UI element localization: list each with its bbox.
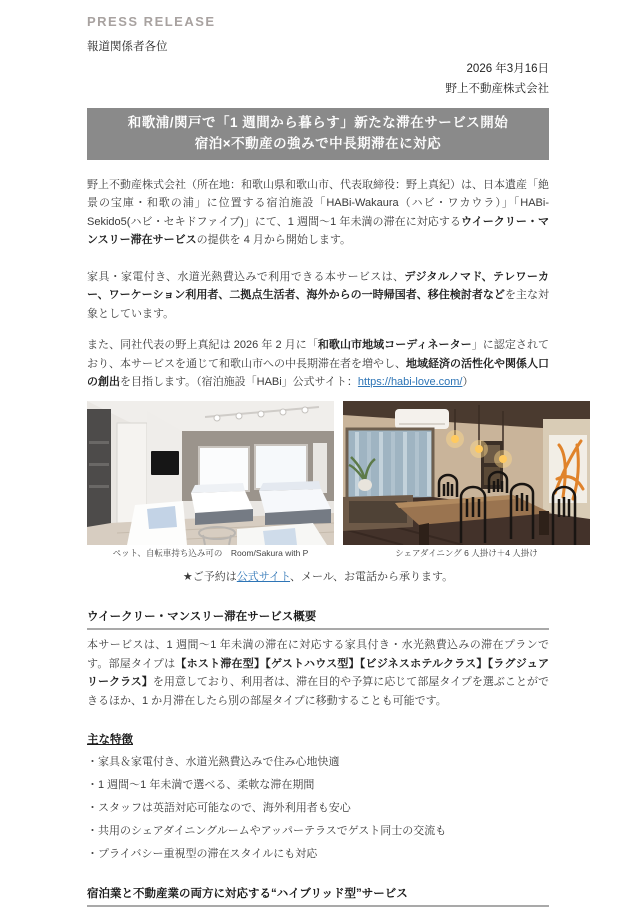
p3-text: また、同社代表の野上真紀は 2026 年 2 月に「 [87, 339, 318, 352]
lead-paragraph-1 [87, 176, 549, 250]
dining-photo-figure [343, 401, 590, 559]
dining-photo-illustration [343, 401, 590, 545]
bedroom-photo-illustration [87, 401, 334, 545]
bedroom-photo [87, 401, 334, 545]
overview-text-end: を用意しており、利用者は、滞在目的や予算に応じて部屋タイプを選ぶことができるほか、1 か月滞在したら別の部屋タイプに移動することも可能です。 [87, 676, 550, 707]
p2-bold-target-users: デジタルノマド、テレワーカー、ワーケーション利用者、二拠点生活者、海外からの一時帰国者、移住検討者など [87, 270, 549, 302]
title-line-1: 和歌浦/関戸で「1 週間から暮らす」新たな滞在サービス開始 [127, 115, 509, 131]
p2-text-end: を主な対象としています。 [87, 289, 550, 320]
overview-text: 本サービスは、1 週間～1 年未満の滞在に対応する家具付き・水光熱費込みの滞在プランです。部屋タイプは [87, 639, 549, 670]
official-site-link[interactable]: 公式サイト [236, 571, 291, 584]
overview-divider [87, 628, 549, 630]
bedroom-photo-figure [87, 401, 334, 559]
p1-text-end: の提供を 4 月から開始します。 [196, 234, 352, 247]
feature-item: ・家具＆家電付き、水道光熱費込みで住み心地快適 [87, 756, 340, 769]
booking-line [87, 568, 549, 584]
photo-row [87, 401, 591, 559]
hybrid-heading: 宿泊業と不動産業の両方に対応する“ハイブリッド型”サービス [87, 888, 408, 900]
features-heading: 主な特徴 [87, 734, 133, 747]
lead-paragraph-2 [87, 268, 549, 323]
feature-item: ・共用のシェアダイニングルームやアッパーテラスでゲスト同士の交流も [87, 825, 447, 838]
date-company-block [87, 59, 549, 99]
overview-heading: ウイークリー・マンスリー滞在サービス概要 [87, 611, 317, 624]
dining-caption: シェアダイニング 6 人掛け＋4 人掛け [395, 548, 538, 559]
booking-text-pre: ★ご予約は [182, 571, 237, 584]
press-release-label: PRESS RELEASE [87, 14, 216, 29]
p1-text: 野上不動産株式会社（所在地：和歌山県和歌山市、代表取締役：野上真紀）は、日本遺産「絶景の宝庫・和歌の浦」に位置する宿泊施設「HABi-Wakaura（ハビ・ワカウラ）」「HABi-Sekido5(ハビ・セキドファイブ)」にて、1 週間～1 年未満の滞在に対応する [87, 178, 549, 228]
overview-paragraph [87, 636, 549, 710]
title-banner [87, 108, 549, 160]
title-line-2: 宿泊×不動産の強みで中長期滞在に対応 [194, 135, 442, 151]
habi-site-link[interactable]: https://habi-love.com/ [357, 375, 463, 388]
dining-photo [343, 401, 590, 545]
booking-text-post: 、メール、お電話から承ります。 [290, 571, 454, 584]
p3-bold-coordinator: 和歌山市地域コーディネーター [317, 339, 472, 352]
p3-bold-goal: 地域経済の活性化や関係人口の創出 [87, 357, 549, 388]
service-overview-section [87, 608, 549, 710]
p2-text: 家具・家電付き、水道光熱費込みで利用できる本サービスは、 [87, 270, 405, 283]
media-addressee: 報道関係者各位 [87, 41, 168, 53]
p1-bold-service-name: ウイークリー・マンスリー滞在サービス [87, 215, 549, 247]
p3-text-close: ） [462, 375, 474, 388]
feature-item: ・プライバシー重視型の滞在スタイルにも対応 [87, 848, 318, 861]
release-date: 2026 年3月16日 [466, 63, 549, 75]
p3-text-mid: 」に認定されており、本サービスを通じて和歌山市への中長期滞在者を増やし、 [87, 339, 550, 370]
overview-bold-room-types: 【ホスト滞在型】【ゲストハウス型】【ビジネスホテルクラス】【ラグジュアリークラス】 [87, 657, 550, 689]
feature-item: ・スタッフは英語対応可能なので、海外利用者も安心 [87, 802, 351, 815]
feature-item: ・1 週間～1 年未満で選べる、柔軟な滞在期間 [87, 779, 315, 792]
lead-paragraph-3 [87, 336, 549, 391]
features-section [87, 730, 549, 863]
p3-text-post: を目指します。（宿泊施設「HABi」公式サイト： [120, 375, 358, 388]
company-name: 野上不動産株式会社 [445, 83, 549, 96]
bedroom-caption: ペット、自転車持ち込み可の Room/Sakura with P [112, 548, 309, 559]
hybrid-section [87, 885, 549, 907]
